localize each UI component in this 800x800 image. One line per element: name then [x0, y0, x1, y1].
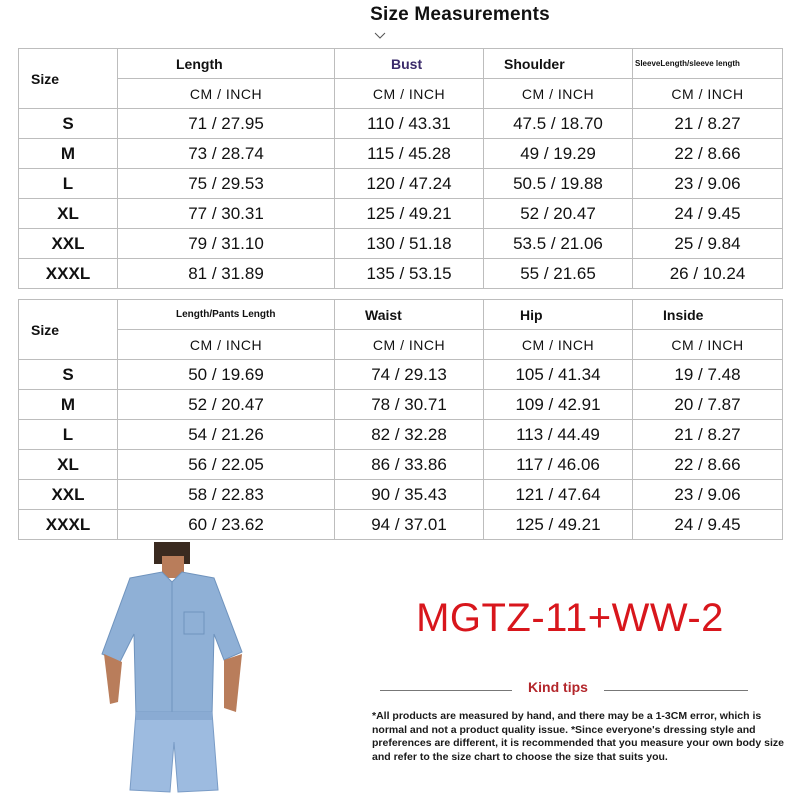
size-label: S [19, 109, 118, 139]
measurement-cell: 49 / 19.29 [484, 139, 633, 169]
measurement-cell: 23 / 9.06 [633, 169, 783, 199]
measurement-cell: 73 / 28.74 [118, 139, 335, 169]
size-header: Size [19, 49, 118, 109]
measurement-cell: 121 / 47.64 [484, 480, 633, 510]
unit-cell: CM / INCH [633, 330, 783, 360]
measurement-cell: 135 / 53.15 [335, 259, 484, 289]
measurement-cell: 125 / 49.21 [335, 199, 484, 229]
model-photo-icon [96, 542, 246, 800]
pants-table-body [19, 360, 783, 540]
size-label: M [19, 390, 118, 420]
measurement-cell: 86 / 33.86 [335, 450, 484, 480]
measurement-cell: 22 / 8.66 [633, 450, 783, 480]
pants-size-table [18, 299, 783, 540]
measurement-cell: 109 / 42.91 [484, 390, 633, 420]
size-label: XL [19, 199, 118, 229]
top-table-body [19, 109, 783, 289]
size-label: S [19, 360, 118, 390]
header-hip: Hip [484, 300, 633, 330]
measurement-cell: 23 / 9.06 [633, 480, 783, 510]
measurement-cell: 21 / 8.27 [633, 109, 783, 139]
measurement-cell: 90 / 35.43 [335, 480, 484, 510]
size-label: L [19, 420, 118, 450]
measurement-cell: 58 / 22.83 [118, 480, 335, 510]
measurement-cell: 81 / 31.89 [118, 259, 335, 289]
measurement-cell: 25 / 9.84 [633, 229, 783, 259]
unit-row [19, 79, 783, 109]
table-row [19, 390, 783, 420]
page-title: Size Measurements [370, 4, 550, 25]
measurement-cell: 94 / 37.01 [335, 510, 484, 540]
measurement-cell: 24 / 9.45 [633, 510, 783, 540]
table-row [19, 169, 783, 199]
measurement-cell: 105 / 41.34 [484, 360, 633, 390]
table-row [19, 360, 783, 390]
kind-tips-text: *All products are measured by hand, and there may be a 1-3CM error, which is normal and not a product quality issue. *Since everyone's dressing style and preferences are different, it is recommended that you measure your own body size and refer to the size chart to choose the size that suits you. [372, 710, 784, 763]
measurement-cell: 125 / 49.21 [484, 510, 633, 540]
divider [604, 690, 748, 691]
measurement-cell: 78 / 30.71 [335, 390, 484, 420]
table-row [19, 109, 783, 139]
unit-cell: CM / INCH [118, 330, 335, 360]
measurement-cell: 75 / 29.53 [118, 169, 335, 199]
header-waist: Waist [335, 300, 484, 330]
measurement-cell: 56 / 22.05 [118, 450, 335, 480]
measurement-cell: 82 / 32.28 [335, 420, 484, 450]
header-inside: Inside [633, 300, 783, 330]
measurement-cell: 71 / 27.95 [118, 109, 335, 139]
measurement-cell: 53.5 / 21.06 [484, 229, 633, 259]
measurement-cell: 115 / 45.28 [335, 139, 484, 169]
table-row [19, 420, 783, 450]
measurement-cell: 21 / 8.27 [633, 420, 783, 450]
unit-cell: CM / INCH [633, 79, 783, 109]
header-bust: Bust [335, 49, 484, 79]
header-shoulder: Shoulder [484, 49, 633, 79]
measurement-cell: 55 / 21.65 [484, 259, 633, 289]
measurement-cell: 24 / 9.45 [633, 199, 783, 229]
header-length: Length [118, 49, 335, 79]
measurement-cell: 54 / 21.26 [118, 420, 335, 450]
unit-cell: CM / INCH [118, 79, 335, 109]
unit-row [19, 330, 783, 360]
size-label: M [19, 139, 118, 169]
measurement-cell: 77 / 30.31 [118, 199, 335, 229]
measurement-cell: 50.5 / 19.88 [484, 169, 633, 199]
size-header: Size [19, 300, 118, 360]
table-row [19, 480, 783, 510]
measurement-cell: 110 / 43.31 [335, 109, 484, 139]
chevron-down-icon [374, 30, 386, 42]
measurement-cell: 113 / 44.49 [484, 420, 633, 450]
measurement-cell: 117 / 46.06 [484, 450, 633, 480]
size-label: XXL [19, 480, 118, 510]
header-sleeve-length: SleeveLength/sleeve length [633, 49, 783, 79]
product-code: MGTZ-11+WW-2 [416, 596, 724, 640]
table-row [19, 510, 783, 540]
measurement-cell: 52 / 20.47 [118, 390, 335, 420]
measurement-cell: 74 / 29.13 [335, 360, 484, 390]
kind-tips-title: Kind tips [528, 679, 588, 695]
measurement-cell: 26 / 10.24 [633, 259, 783, 289]
table-row [19, 139, 783, 169]
table-header-row [19, 300, 783, 330]
size-label: XL [19, 450, 118, 480]
table-row [19, 229, 783, 259]
header-pants-length: Length/Pants Length [118, 300, 335, 330]
table-row [19, 450, 783, 480]
unit-cell: CM / INCH [484, 330, 633, 360]
measurement-cell: 79 / 31.10 [118, 229, 335, 259]
table-row [19, 199, 783, 229]
size-label: XXXL [19, 259, 118, 289]
measurement-cell: 120 / 47.24 [335, 169, 484, 199]
measurement-cell: 22 / 8.66 [633, 139, 783, 169]
measurement-cell: 50 / 19.69 [118, 360, 335, 390]
size-label: L [19, 169, 118, 199]
top-size-table [18, 48, 783, 289]
measurement-cell: 52 / 20.47 [484, 199, 633, 229]
unit-cell: CM / INCH [335, 79, 484, 109]
size-label: XXXL [19, 510, 118, 540]
unit-cell: CM / INCH [484, 79, 633, 109]
measurement-cell: 47.5 / 18.70 [484, 109, 633, 139]
measurement-cell: 130 / 51.18 [335, 229, 484, 259]
measurement-cell: 20 / 7.87 [633, 390, 783, 420]
size-label: XXL [19, 229, 118, 259]
table-row [19, 259, 783, 289]
unit-cell: CM / INCH [335, 330, 484, 360]
measurement-cell: 60 / 23.62 [118, 510, 335, 540]
divider [380, 690, 512, 691]
measurement-cell: 19 / 7.48 [633, 360, 783, 390]
table-header-row [19, 49, 783, 79]
